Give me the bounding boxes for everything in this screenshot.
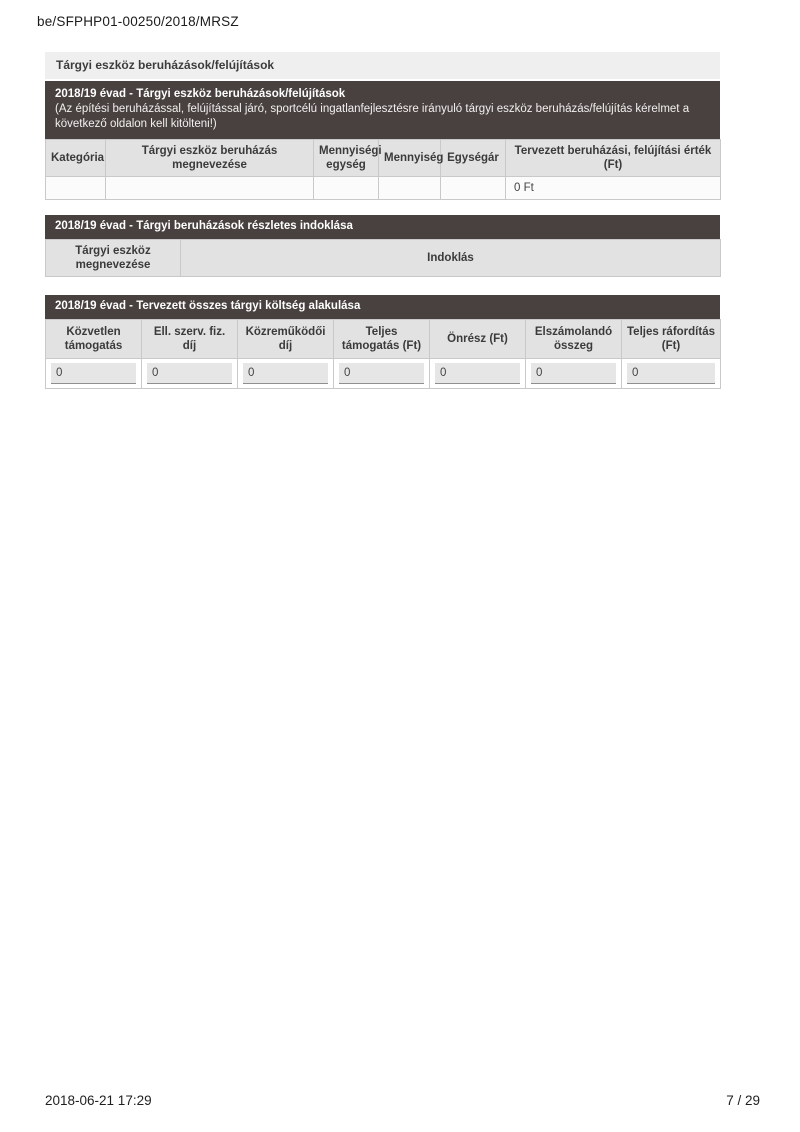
column-header-mennyiseg: Mennyiség <box>379 140 441 177</box>
investments-header-title: 2018/19 évad - Tárgyi eszköz beruházások/felújítások <box>55 88 346 100</box>
teljes-raforditas-input[interactable] <box>627 363 715 384</box>
cell-kozremukodoi-dij <box>238 359 334 389</box>
column-header-kozremukodoi-dij: Közreműködői díj <box>238 320 334 359</box>
cell-mennyiseg <box>379 177 441 200</box>
cell-mennyisegi-egyseg <box>314 177 379 200</box>
investments-table <box>45 139 721 200</box>
page-content <box>45 52 720 389</box>
column-header-teljes-tamogatas: Teljes támogatás (Ft) <box>334 320 430 359</box>
cell-teljes-raforditas <box>622 359 721 389</box>
column-header-elszamolando-osszeg: Elszámolandó összeg <box>526 320 622 359</box>
column-header-mennyisegi-egyseg: Mennyiségi egység <box>314 140 379 177</box>
justification-header-title: 2018/19 évad - Tárgyi beruházások részletes indoklása <box>55 220 353 232</box>
kozvetlen-tamogatas-input[interactable] <box>51 363 136 384</box>
cost-summary-input-row <box>46 359 721 389</box>
section-justification <box>45 215 720 277</box>
cell-ell-szerv-fiz-dij <box>142 359 238 389</box>
investments-header <box>45 81 720 139</box>
cell-teljes-tamogatas <box>334 359 430 389</box>
column-header-indoklas: Indoklás <box>181 240 721 277</box>
cell-kategoria <box>46 177 106 200</box>
cost-summary-header-title: 2018/19 évad - Tervezett összes tárgyi költség alakulása <box>55 300 361 312</box>
teljes-tamogatas-input[interactable] <box>339 363 424 384</box>
section-title-bar: Tárgyi eszköz beruházások/felújítások <box>45 52 720 79</box>
column-header-targyi-eszkoz-megnevezese: Tárgyi eszköz megnevezése <box>46 240 181 277</box>
column-header-kategoria: Kategória <box>46 140 106 177</box>
cell-elszamolando-osszeg <box>526 359 622 389</box>
cost-summary-table <box>45 319 721 389</box>
page-footer <box>45 1093 760 1108</box>
investments-data-row <box>46 177 721 200</box>
column-header-tervezett-ertek: Tervezett beruházási, felújítási érték (Ft) <box>506 140 721 177</box>
cost-summary-header <box>45 295 720 319</box>
column-header-megnevezes: Tárgyi eszköz beruházás megnevezése <box>106 140 314 177</box>
ell-szerv-fiz-dij-input[interactable] <box>147 363 232 384</box>
investments-header-row <box>46 140 721 177</box>
cell-kozvetlen-tamogatas <box>46 359 142 389</box>
section-cost-summary <box>45 295 720 389</box>
kozremukodoi-dij-input[interactable] <box>243 363 328 384</box>
investments-header-note: (Az építési beruházással, felújítással járó, sportcélú ingatlanfejlesztésre irányuló tárgyi eszköz beruházás/felújítás kérelmet a következő oldalon kell kitölteni!) <box>55 103 690 130</box>
elszamolando-osszeg-input[interactable] <box>531 363 616 384</box>
justification-table <box>45 239 721 277</box>
cost-summary-header-row <box>46 320 721 359</box>
document-reference: be/SFPHP01-00250/2018/MRSZ <box>37 14 239 29</box>
onresz-input[interactable] <box>435 363 520 384</box>
section-investments <box>45 52 720 200</box>
footer-timestamp: 2018-06-21 17:29 <box>45 1093 152 1108</box>
cell-megnevezes <box>106 177 314 200</box>
footer-page-indicator: 7 / 29 <box>726 1093 760 1108</box>
column-header-teljes-raforditas: Teljes ráfordítás (Ft) <box>622 320 721 359</box>
column-header-kozvetlen-tamogatas: Közvetlen támogatás <box>46 320 142 359</box>
column-header-egysegar: Egységár <box>441 140 506 177</box>
cell-tervezett-ertek: 0 Ft <box>506 177 721 200</box>
column-header-ell-szerv-fiz-dij: Ell. szerv. fiz. díj <box>142 320 238 359</box>
justification-header <box>45 215 720 239</box>
column-header-onresz: Önrész (Ft) <box>430 320 526 359</box>
justification-header-row <box>46 240 721 277</box>
cell-onresz <box>430 359 526 389</box>
cell-egysegar <box>441 177 506 200</box>
